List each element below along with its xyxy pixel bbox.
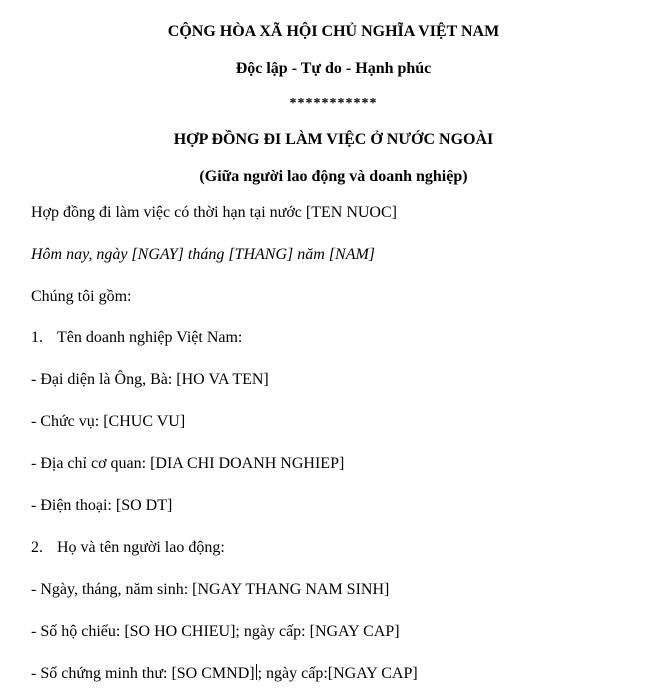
id-card-issue-date: ; ngày cấp:[NGAY CAP] bbox=[257, 665, 418, 682]
section-2-number: 2. bbox=[31, 539, 43, 556]
section-2-label: Họ và tên người lao động: bbox=[57, 539, 225, 556]
phone-line: - Điện thoại: [SO DT] bbox=[31, 497, 173, 514]
contract-term-line: Hợp đồng đi làm việc có thời hạn tại nước [TEN NUOC] bbox=[31, 204, 397, 221]
section-2-heading bbox=[31, 538, 225, 558]
nation-heading: CỘNG HÒA XÃ HỘI CHỦ NGHĨA VIỆT NAM bbox=[167, 23, 500, 40]
date-line: Hôm nay, ngày [NGAY] tháng [THANG] năm [NAM] bbox=[31, 246, 376, 263]
contract-title: HỢP ĐỒNG ĐI LÀM VIỆC Ở NƯỚC NGOÀI bbox=[173, 131, 494, 148]
id-card-line[interactable] bbox=[31, 664, 418, 684]
section-1-label: Tên doanh nghiệp Việt Nam: bbox=[57, 329, 243, 346]
id-card-number: - Số chứng minh thư: [SO CMND] bbox=[31, 665, 255, 682]
address-line: - Địa chỉ cơ quan: [DIA CHI DOANH NGHIEP] bbox=[31, 455, 345, 472]
position-line: - Chức vụ: [CHUC VU] bbox=[31, 413, 186, 430]
birth-date-line: - Ngày, tháng, năm sinh: [NGAY THANG NAM SINH] bbox=[31, 581, 390, 598]
section-1-number: 1. bbox=[31, 329, 43, 346]
passport-line: - Số hộ chiếu: [SO HO CHIEU]; ngày cấp: [NGAY CAP] bbox=[31, 623, 400, 640]
representative-line: - Đại diện là Ông, Bà: [HO VA TEN] bbox=[31, 371, 269, 388]
contract-subtitle: (Giữa người lao động và doanh nghiệp) bbox=[199, 168, 468, 185]
section-1-heading bbox=[31, 328, 242, 348]
parties-intro: Chúng tôi gồm: bbox=[31, 288, 132, 305]
text-cursor bbox=[256, 664, 257, 680]
separator-stars: *********** bbox=[289, 96, 378, 111]
motto-heading: Độc lập - Tự do - Hạnh phúc bbox=[235, 60, 432, 77]
